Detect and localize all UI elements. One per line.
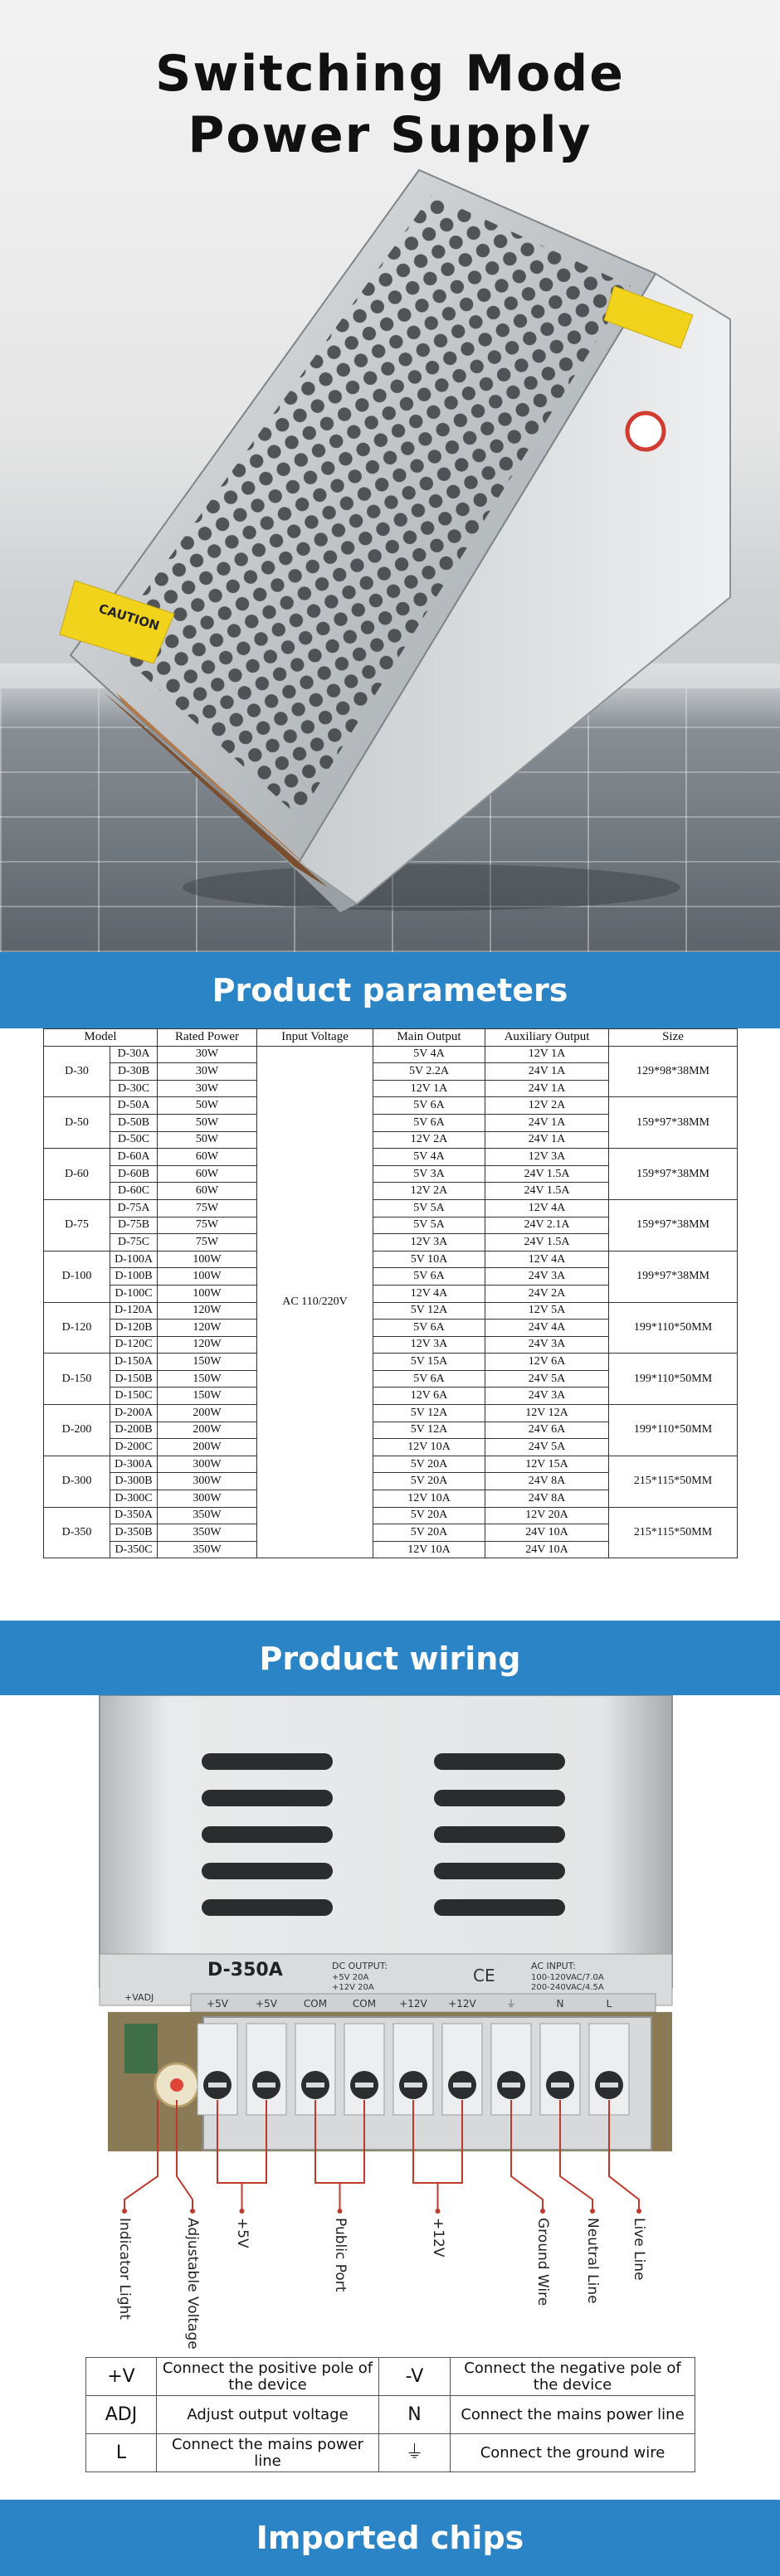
legend-row bbox=[86, 2396, 695, 2434]
model-cell: D-300A bbox=[110, 1456, 158, 1473]
header-rated-power: Rated Power bbox=[158, 1029, 257, 1047]
aux-output-cell: 24V 5A bbox=[485, 1370, 609, 1388]
aux-output-cell: 24V 10A bbox=[485, 1524, 609, 1542]
aux-output-cell: 24V 1A bbox=[485, 1131, 609, 1149]
wire-line bbox=[609, 2100, 639, 2209]
model-cell: D-200B bbox=[110, 1422, 158, 1439]
main-output-cell: 5V 2.2A bbox=[373, 1063, 485, 1081]
series-cell: D-200 bbox=[44, 1405, 110, 1456]
model-cell: D-300C bbox=[110, 1490, 158, 1508]
wire-end-dot bbox=[540, 2209, 545, 2214]
aux-output-cell: 24V 8A bbox=[485, 1473, 609, 1490]
wire-line bbox=[560, 2100, 592, 2209]
legend-row bbox=[86, 2434, 695, 2472]
model-cell: D-50B bbox=[110, 1114, 158, 1131]
model-cell: D-120C bbox=[110, 1336, 158, 1354]
aux-output-cell: 12V 3A bbox=[485, 1149, 609, 1166]
imported-chips-heading: Imported chips bbox=[256, 2520, 524, 2556]
dc-output-line2: +12V 20A bbox=[332, 1983, 374, 1992]
ce-mark: CE bbox=[473, 1966, 495, 1985]
wire-line bbox=[315, 2100, 364, 2209]
aux-output-cell: 24V 10A bbox=[485, 1541, 609, 1558]
model-cell: D-60A bbox=[110, 1149, 158, 1166]
spec-table bbox=[43, 1028, 738, 1558]
main-output-cell: 5V 3A bbox=[373, 1165, 485, 1183]
aux-output-cell: 12V 6A bbox=[485, 1354, 609, 1371]
size-cell: 199*110*50MM bbox=[609, 1354, 738, 1405]
aux-output-cell: 12V 12A bbox=[485, 1405, 609, 1422]
model-cell: D-350A bbox=[110, 1507, 158, 1524]
header-main-output: Main Output bbox=[373, 1029, 485, 1047]
model-cell: D-150A bbox=[110, 1354, 158, 1371]
aux-output-cell: 12V 15A bbox=[485, 1456, 609, 1473]
rated-power-cell: 100W bbox=[158, 1268, 257, 1286]
wire-line bbox=[177, 2100, 193, 2209]
main-output-cell: 5V 5A bbox=[373, 1199, 485, 1217]
aux-output-cell: 24V 1.5A bbox=[485, 1234, 609, 1252]
main-output-cell: 5V 4A bbox=[373, 1046, 485, 1063]
terminal-label: +5V bbox=[207, 1998, 228, 2010]
main-output-cell: 5V 5A bbox=[373, 1217, 485, 1234]
wire-label: Neutral Line bbox=[584, 2218, 601, 2304]
rated-power-cell: 50W bbox=[158, 1131, 257, 1149]
size-cell: 159*97*38MM bbox=[609, 1097, 738, 1149]
series-cell: D-150 bbox=[44, 1354, 110, 1405]
rated-power-cell: 150W bbox=[158, 1354, 257, 1371]
wire-label: Public Port bbox=[331, 2218, 349, 2292]
legend-description: Connect the negative pole of the device bbox=[451, 2358, 695, 2396]
aux-output-cell: 24V 2A bbox=[485, 1285, 609, 1302]
rated-power-cell: 100W bbox=[158, 1285, 257, 1302]
hero-title-line1: Switching Mode bbox=[155, 45, 625, 103]
spec-table-container bbox=[43, 1028, 737, 1558]
product-wiring-banner bbox=[0, 1621, 780, 1697]
wire-line bbox=[511, 2100, 543, 2209]
rated-power-cell: 30W bbox=[158, 1063, 257, 1081]
rated-power-cell: 100W bbox=[158, 1251, 257, 1268]
rated-power-cell: 200W bbox=[158, 1422, 257, 1439]
table-row bbox=[44, 1456, 738, 1473]
model-cell: D-75C bbox=[110, 1234, 158, 1252]
model-cell: D-30B bbox=[110, 1063, 158, 1081]
model-cell: D-120B bbox=[110, 1320, 158, 1337]
rated-power-cell: 300W bbox=[158, 1456, 257, 1473]
table-row bbox=[44, 1149, 738, 1166]
hero-section bbox=[0, 0, 780, 952]
wire-end-dot bbox=[122, 2209, 127, 2214]
series-cell: D-60 bbox=[44, 1149, 110, 1200]
aux-output-cell: 12V 1A bbox=[485, 1046, 609, 1063]
terminal-label: ⏚ bbox=[505, 1998, 517, 2010]
main-output-cell: 5V 6A bbox=[373, 1370, 485, 1388]
main-output-cell: 12V 6A bbox=[373, 1388, 485, 1405]
model-cell: D-200A bbox=[110, 1405, 158, 1422]
power-supply-product-image bbox=[0, 0, 780, 952]
caution-sticker-text: CAUTION bbox=[96, 600, 162, 634]
legend-symbol: ADJ bbox=[86, 2396, 157, 2434]
rated-power-cell: 150W bbox=[158, 1388, 257, 1405]
terminal-legend bbox=[85, 2357, 695, 2472]
main-output-cell: 5V 12A bbox=[373, 1302, 485, 1320]
product-wiring-heading: Product wiring bbox=[259, 1640, 521, 1677]
series-cell: D-30 bbox=[44, 1046, 110, 1097]
terminal-legend-table bbox=[85, 2357, 695, 2472]
model-label: D-350A bbox=[207, 1960, 283, 1981]
table-row bbox=[44, 1507, 738, 1524]
aux-output-cell: 24V 1.5A bbox=[485, 1183, 609, 1200]
aux-output-cell: 24V 3A bbox=[485, 1388, 609, 1405]
table-row bbox=[44, 1405, 738, 1422]
aux-output-cell: 24V 4A bbox=[485, 1320, 609, 1337]
wire-label: +12V bbox=[429, 2218, 446, 2258]
vadj-label: +VADJ bbox=[124, 1992, 154, 2003]
aux-output-cell: 24V 3A bbox=[485, 1336, 609, 1354]
model-cell: D-150C bbox=[110, 1388, 158, 1405]
terminal-label: +12V bbox=[448, 1998, 476, 2010]
dc-output-label: DC OUTPUT: bbox=[332, 1961, 388, 1971]
aux-output-cell: 24V 1A bbox=[485, 1063, 609, 1081]
main-output-cell: 5V 20A bbox=[373, 1456, 485, 1473]
model-cell: D-100C bbox=[110, 1285, 158, 1302]
rated-power-cell: 30W bbox=[158, 1080, 257, 1097]
wiring-diagram bbox=[0, 1695, 780, 2350]
model-cell: D-50A bbox=[110, 1097, 158, 1115]
model-cell: D-60C bbox=[110, 1183, 158, 1200]
table-row bbox=[44, 1354, 738, 1371]
wire-label: Live Line bbox=[631, 2218, 647, 2281]
wire-label: Ground Wire bbox=[534, 2218, 551, 2306]
rated-power-cell: 300W bbox=[158, 1490, 257, 1508]
series-cell: D-75 bbox=[44, 1199, 110, 1251]
wire-end-dot bbox=[590, 2209, 595, 2214]
model-cell: D-100A bbox=[110, 1251, 158, 1268]
rated-power-cell: 50W bbox=[158, 1097, 257, 1115]
main-output-cell: 5V 20A bbox=[373, 1524, 485, 1542]
wire-end-dot bbox=[636, 2209, 641, 2214]
legend-description: Connect the mains power line bbox=[157, 2434, 379, 2472]
main-output-cell: 12V 4A bbox=[373, 1285, 485, 1302]
main-output-cell: 5V 12A bbox=[373, 1422, 485, 1439]
header-input-voltage: Input Voltage bbox=[257, 1029, 373, 1047]
main-output-cell: 12V 3A bbox=[373, 1234, 485, 1252]
aux-output-cell: 24V 8A bbox=[485, 1490, 609, 1508]
header-auxiliary-output: Auxiliary Output bbox=[485, 1029, 609, 1047]
aux-output-cell: 24V 2.1A bbox=[485, 1217, 609, 1234]
table-row bbox=[44, 1302, 738, 1320]
aux-output-cell: 12V 5A bbox=[485, 1302, 609, 1320]
size-cell: 159*97*38MM bbox=[609, 1149, 738, 1200]
rated-power-cell: 120W bbox=[158, 1336, 257, 1354]
wire-end-dot bbox=[190, 2209, 195, 2214]
ac-input-label: AC INPUT: bbox=[531, 1961, 576, 1971]
rated-power-cell: 30W bbox=[158, 1046, 257, 1063]
rated-power-cell: 200W bbox=[158, 1439, 257, 1456]
terminal-label: L bbox=[606, 1998, 612, 2010]
wire-end-dot bbox=[436, 2209, 441, 2214]
model-cell: D-30A bbox=[110, 1046, 158, 1063]
rated-power-cell: 350W bbox=[158, 1507, 257, 1524]
aux-output-cell: 24V 3A bbox=[485, 1268, 609, 1286]
main-output-cell: 5V 4A bbox=[373, 1149, 485, 1166]
legend-description: Connect the ground wire bbox=[451, 2434, 695, 2472]
aux-output-cell: 12V 2A bbox=[485, 1097, 609, 1115]
main-output-cell: 5V 10A bbox=[373, 1251, 485, 1268]
rated-power-cell: 300W bbox=[158, 1473, 257, 1490]
imported-chips-banner bbox=[0, 2500, 780, 2576]
rated-power-cell: 150W bbox=[158, 1370, 257, 1388]
aux-output-cell: 24V 6A bbox=[485, 1422, 609, 1439]
legend-symbol: +V bbox=[86, 2358, 157, 2396]
rated-power-cell: 50W bbox=[158, 1114, 257, 1131]
wire-end-dot bbox=[338, 2209, 343, 2214]
size-cell: 159*97*38MM bbox=[609, 1199, 738, 1251]
legend-description: Adjust output voltage bbox=[157, 2396, 379, 2434]
terminal-label: +12V bbox=[399, 1998, 427, 2010]
aux-output-cell: 24V 1A bbox=[485, 1114, 609, 1131]
model-cell: D-200C bbox=[110, 1439, 158, 1456]
series-cell: D-50 bbox=[44, 1097, 110, 1149]
main-output-cell: 5V 6A bbox=[373, 1114, 485, 1131]
main-output-cell: 5V 15A bbox=[373, 1354, 485, 1371]
legend-symbol: N bbox=[379, 2396, 451, 2434]
size-cell: 199*110*50MM bbox=[609, 1302, 738, 1354]
main-output-cell: 12V 2A bbox=[373, 1131, 485, 1149]
model-cell: D-75A bbox=[110, 1199, 158, 1217]
table-row bbox=[44, 1199, 738, 1217]
main-output-cell: 5V 20A bbox=[373, 1473, 485, 1490]
main-output-cell: 5V 6A bbox=[373, 1097, 485, 1115]
legend-symbol: -V bbox=[379, 2358, 451, 2396]
rated-power-cell: 60W bbox=[158, 1149, 257, 1166]
model-cell: D-150B bbox=[110, 1370, 158, 1388]
legend-description: Connect the mains power line bbox=[451, 2396, 695, 2434]
terminal-label: COM bbox=[303, 1998, 328, 2010]
size-cell: 215*115*50MM bbox=[609, 1507, 738, 1558]
wire-line bbox=[413, 2100, 462, 2209]
wire-line bbox=[124, 2100, 158, 2209]
model-cell: D-60B bbox=[110, 1165, 158, 1183]
ac-input-line1: 100-120VAC/7.0A bbox=[531, 1973, 604, 1982]
model-cell: D-30C bbox=[110, 1080, 158, 1097]
wire-label: Indicator Light bbox=[116, 2218, 133, 2320]
size-cell: 215*115*50MM bbox=[609, 1456, 738, 1507]
wire-line bbox=[217, 2100, 266, 2209]
product-parameters-banner bbox=[0, 952, 780, 1028]
header-size: Size bbox=[609, 1029, 738, 1047]
series-cell: D-100 bbox=[44, 1251, 110, 1302]
model-cell: D-350C bbox=[110, 1541, 158, 1558]
wire-label: Adjustable Voltage bbox=[184, 2218, 201, 2350]
legend-symbol: L bbox=[86, 2434, 157, 2472]
model-cell: D-50C bbox=[110, 1131, 158, 1149]
aux-output-cell: 24V 1A bbox=[485, 1080, 609, 1097]
main-output-cell: 5V 12A bbox=[373, 1405, 485, 1422]
terminal-label: COM bbox=[352, 1998, 377, 2010]
rated-power-cell: 350W bbox=[158, 1541, 257, 1558]
aux-output-cell: 12V 20A bbox=[485, 1507, 609, 1524]
main-output-cell: 5V 20A bbox=[373, 1507, 485, 1524]
ac-input-line2: 200-240VAC/4.5A bbox=[531, 1983, 604, 1992]
terminal-label: +5V bbox=[256, 1998, 277, 2010]
model-cell: D-350B bbox=[110, 1524, 158, 1542]
wire-label: +5V bbox=[233, 2218, 251, 2248]
rated-power-cell: 75W bbox=[158, 1217, 257, 1234]
wire-end-dot bbox=[240, 2209, 245, 2214]
dc-output-line1: +5V 20A bbox=[332, 1973, 369, 1982]
aux-output-cell: 24V 1.5A bbox=[485, 1165, 609, 1183]
main-output-cell: 5V 6A bbox=[373, 1320, 485, 1337]
rated-power-cell: 75W bbox=[158, 1199, 257, 1217]
rated-power-cell: 120W bbox=[158, 1302, 257, 1320]
table-row bbox=[44, 1097, 738, 1115]
legend-symbol: ⏚ bbox=[379, 2434, 451, 2472]
table-row bbox=[44, 1251, 738, 1268]
input-voltage-cell: AC 110/220V bbox=[257, 1046, 373, 1558]
product-parameters-heading: Product parameters bbox=[212, 972, 568, 1009]
series-cell: D-120 bbox=[44, 1302, 110, 1354]
header-model: Model bbox=[44, 1029, 158, 1047]
main-output-cell: 12V 10A bbox=[373, 1439, 485, 1456]
rated-power-cell: 350W bbox=[158, 1524, 257, 1542]
hero-title-line2: Power Supply bbox=[188, 106, 592, 164]
legend-row bbox=[86, 2358, 695, 2396]
aux-output-cell: 12V 4A bbox=[485, 1199, 609, 1217]
size-cell: 129*98*38MM bbox=[609, 1046, 738, 1097]
legend-description: Connect the positive pole of the device bbox=[157, 2358, 379, 2396]
model-cell: D-100B bbox=[110, 1268, 158, 1286]
size-cell: 199*110*50MM bbox=[609, 1405, 738, 1456]
main-output-cell: 5V 6A bbox=[373, 1268, 485, 1286]
model-cell: D-75B bbox=[110, 1217, 158, 1234]
table-row bbox=[44, 1046, 738, 1063]
main-output-cell: 12V 1A bbox=[373, 1080, 485, 1097]
model-cell: D-120A bbox=[110, 1302, 158, 1320]
rated-power-cell: 60W bbox=[158, 1165, 257, 1183]
terminal-label: N bbox=[556, 1998, 564, 2010]
rated-power-cell: 60W bbox=[158, 1183, 257, 1200]
main-output-cell: 12V 3A bbox=[373, 1336, 485, 1354]
series-cell: D-300 bbox=[44, 1456, 110, 1507]
main-output-cell: 12V 10A bbox=[373, 1541, 485, 1558]
main-output-cell: 12V 2A bbox=[373, 1183, 485, 1200]
model-cell: D-300B bbox=[110, 1473, 158, 1490]
aux-output-cell: 12V 4A bbox=[485, 1251, 609, 1268]
rated-power-cell: 200W bbox=[158, 1405, 257, 1422]
size-cell: 199*97*38MM bbox=[609, 1251, 738, 1302]
rated-power-cell: 120W bbox=[158, 1320, 257, 1337]
rated-power-cell: 75W bbox=[158, 1234, 257, 1252]
aux-output-cell: 24V 5A bbox=[485, 1439, 609, 1456]
series-cell: D-350 bbox=[44, 1507, 110, 1558]
spec-table-header-row bbox=[44, 1029, 738, 1047]
main-output-cell: 12V 10A bbox=[373, 1490, 485, 1508]
